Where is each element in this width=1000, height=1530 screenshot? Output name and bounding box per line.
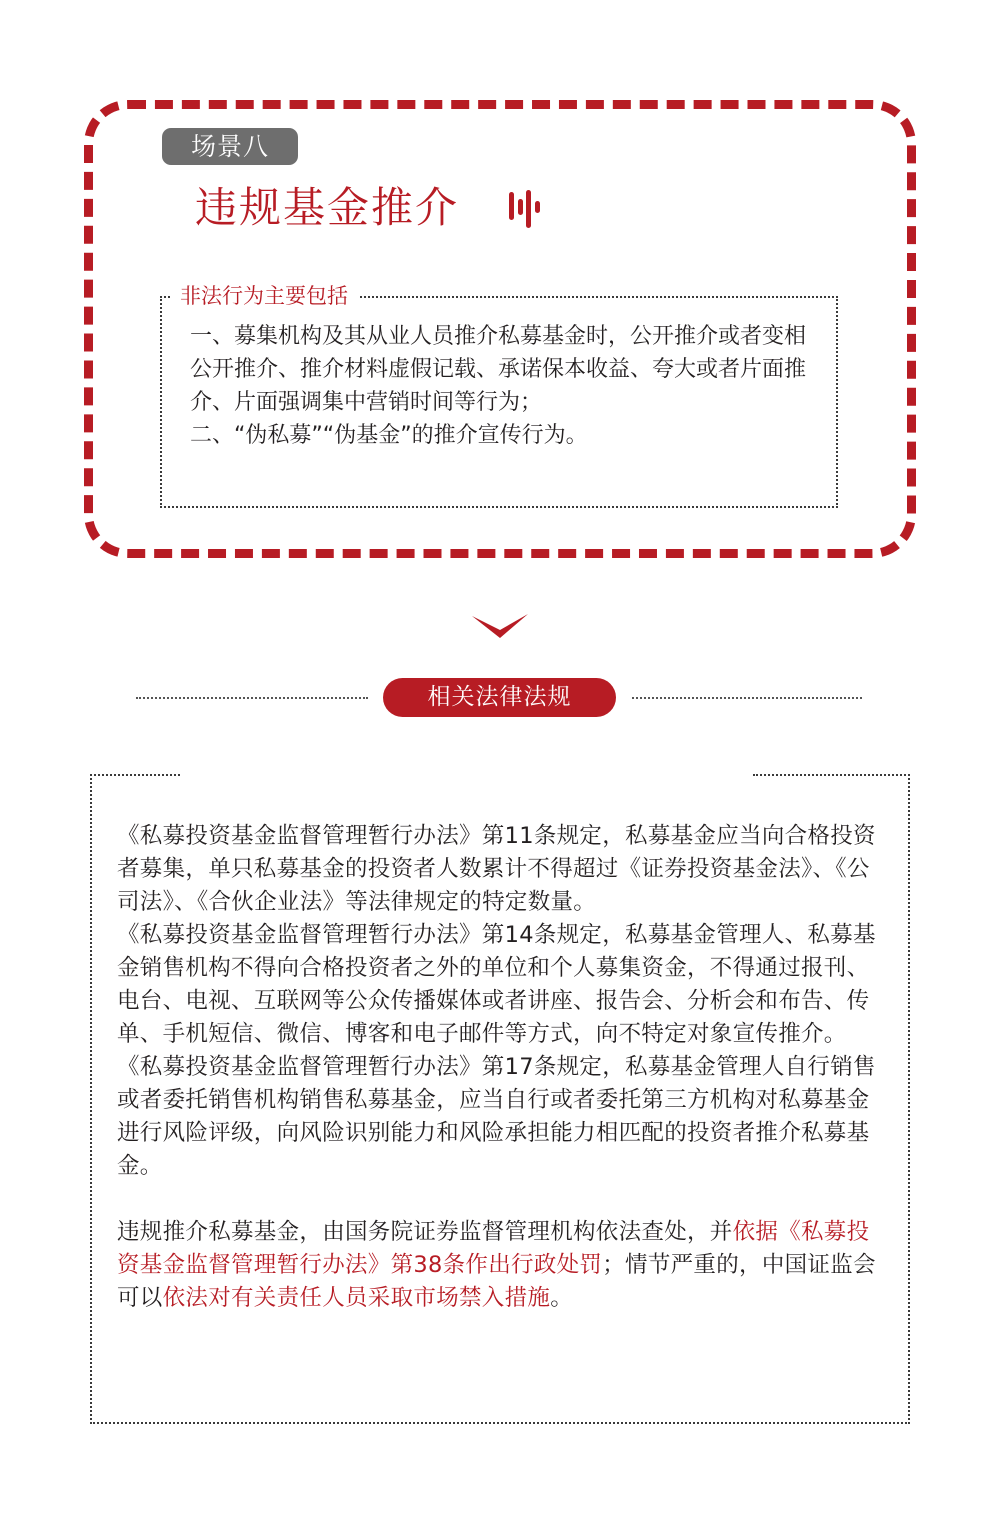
laws-box-top-left-border bbox=[90, 774, 180, 776]
penalty-text: ；情节严重的，中国证监会可以 bbox=[117, 1252, 876, 1311]
scene-badge: 场景八 bbox=[162, 128, 298, 165]
penalty-text: 违规推介私募基金，由国务院证券监督管理机构依法查处，并 bbox=[117, 1219, 733, 1245]
penalty-highlight: 依据《私募投资基金监督管理暂行办法》第38条作出行政处罚 bbox=[117, 1219, 870, 1278]
law-paragraph: 《私募投资基金监督管理暂行办法》第11条规定，私募基金应当向合格投资者募集，单只私募基金的投资者人数累计不得超过《证券投资基金法》、《公司法》、《合伙企业法》等法律规定的特定数量。 bbox=[117, 823, 876, 915]
illegal-acts-list bbox=[190, 320, 820, 452]
sound-wave-icon bbox=[505, 190, 547, 230]
chevron-down-icon bbox=[472, 612, 528, 640]
penalty-highlight: 依法对有关责任人员采取市场禁入措施 bbox=[162, 1285, 551, 1311]
penalty-text: 。 bbox=[550, 1285, 574, 1311]
section-title-pill: 相关法律法规 bbox=[383, 678, 616, 717]
laws-text bbox=[117, 820, 887, 1315]
scene-title: 违规基金推介 bbox=[195, 183, 460, 232]
divider-line-left bbox=[136, 697, 368, 699]
laws-box-top-right-border bbox=[753, 774, 910, 776]
illegal-act-item: 二、“伪私募”“伪基金”的推介宣传行为。 bbox=[190, 423, 588, 448]
penalty-paragraph bbox=[117, 1216, 887, 1315]
law-paragraph: 《私募投资基金监督管理暂行办法》第17条规定，私募基金管理人自行销售或者委托销售机构销售私募基金，应当自行或者委托第三方机构对私募基金进行风险评级，向风险识别能力和风险承担能力相匹配的投资者推介私募基金。 bbox=[117, 1054, 876, 1179]
law-paragraph: 《私募投资基金监督管理暂行办法》第14条规定，私募基金管理人、私募基金销售机构不得向合格投资者之外的单位和个人募集资金，不得通过报刊、电台、电视、互联网等公众传播媒体或者讲座、报告会、分析会和布告、传单、手机短信、微信、博客和电子邮件等方式，向不特定对象宣传推介。 bbox=[117, 922, 876, 1047]
divider-line-right bbox=[632, 697, 862, 699]
illegal-acts-label: 非法行为主要包括 bbox=[170, 282, 358, 310]
illegal-act-item: 一、募集机构及其从业人员推介私募基金时，公开推介或者变相公开推介、推介材料虚假记载、承诺保本收益、夸大或者片面推介、片面强调集中营销时间等行为； bbox=[190, 324, 807, 415]
